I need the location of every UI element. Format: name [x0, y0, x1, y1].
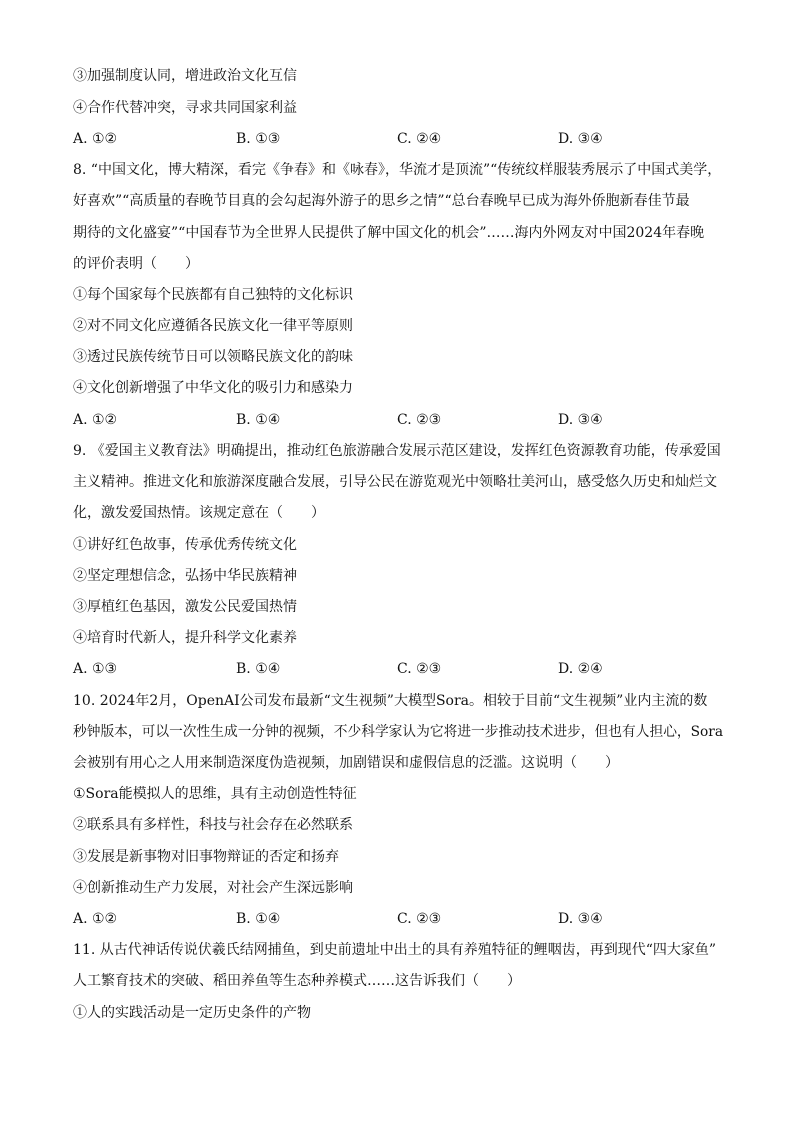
- q10-item-1: ①Sora能模拟人的思维，具有主动创造性特征: [73, 786, 357, 802]
- q9-option-a: A. ①③: [73, 661, 118, 677]
- q7-option-d: D. ③④: [558, 131, 603, 147]
- q10-stem-line-2: 秒钟版本，可以一次性生成一分钟的视频，不少科学家认为它将进一步推动技术进步，但也有人担心，Sora: [73, 724, 724, 740]
- q11-stem-line-2: 人工繁育技术的突破、稻田养鱼等生态种养模式……这告诉我们（ ）: [73, 973, 521, 989]
- q8-option-d: D. ③④: [558, 412, 603, 428]
- q9-stem-line-3: 化，激发爱国热情。该规定意在（ ）: [73, 505, 325, 521]
- q9-stem-line-2: 主义精神。推进文化和旅游深度融合发展，引导公民在游览观光中领略壮美河山，感受悠久历史和灿烂文: [73, 474, 717, 490]
- q10-item-2: ②联系具有多样性，科技与社会存在必然联系: [73, 817, 353, 833]
- q9-stem-line-1: 9. 《爱国主义教育法》明确提出，推动红色旅游融合发展示范区建设，发挥红色资源教育功能，传承爱国: [73, 443, 721, 459]
- q8-item-1: ①每个国家每个民族都有自己独特的文化标识: [73, 287, 353, 303]
- q10-options: [73, 910, 733, 928]
- q10-option-a: A. ①②: [73, 911, 118, 927]
- q10-option-d: D. ③④: [558, 911, 603, 927]
- q10-stem-line-1: 10. 2024年2月，OpenAI公司发布最新“文生视频”大模型Sora。相较于目前“文生视频”业内主流的数: [73, 693, 708, 709]
- q9-item-2: ②坚定理想信念，弘扬中华民族精神: [73, 568, 297, 584]
- q9-option-c: C. ②③: [397, 661, 442, 677]
- q10-item-4: ④创新推动生产力发展，对社会产生深远影响: [73, 880, 353, 896]
- q7-options: [73, 130, 733, 148]
- q7-item-3: ③加强制度认同，增进政治文化互信: [73, 68, 297, 84]
- q9-option-b: B. ①④: [236, 661, 281, 677]
- q8-option-a: A. ①②: [73, 412, 118, 428]
- q8-item-3: ③透过民族传统节日可以领略民族文化的韵味: [73, 349, 353, 365]
- q11-stem-line-1: 11. 从古代神话传说伏羲氏结网捕鱼，到史前遗址中出土的具有养殖特征的鲤咽齿，再到现代“四大家鱼”: [73, 942, 717, 958]
- q8-item-2: ②对不同文化应遵循各民族文化一律平等原则: [73, 318, 353, 334]
- q9-item-1: ①讲好红色故事，传承优秀传统文化: [73, 537, 297, 553]
- q9-option-d: D. ②④: [558, 661, 603, 677]
- q7-option-a: A. ①②: [73, 131, 118, 147]
- q7-item-4: ④合作代替冲突，寻求共同国家利益: [73, 100, 297, 116]
- q8-stem-line-4: 的评价表明（ ）: [73, 256, 199, 272]
- q9-options: [73, 660, 733, 678]
- q8-item-4: ④文化创新增强了中华文化的吸引力和感染力: [73, 380, 353, 396]
- q10-stem-line-3: 会被别有用心之人用来制造深度伪造视频，加剧错误和虚假信息的泛滥。这说明（ ）: [73, 755, 619, 771]
- q7-option-c: C. ②④: [397, 131, 442, 147]
- q10-option-c: C. ②③: [397, 911, 442, 927]
- q9-item-4: ④培育时代新人，提升科学文化素养: [73, 630, 297, 646]
- q9-item-3: ③厚植红色基因，激发公民爱国热情: [73, 599, 297, 615]
- q7-option-b: B. ①③: [236, 131, 281, 147]
- q10-option-b: B. ①④: [236, 911, 281, 927]
- q8-options: [73, 411, 733, 429]
- q8-stem-line-1: 8. “中国文化，博大精深，看完《争春》和《咏春》，华流才是顶流”“传统纹样服装秀展示了中国式美学，: [73, 162, 722, 178]
- q8-stem-line-2: 好喜欢”“高质量的春晚节目真的会勾起海外游子的思乡之情”“总台春晚早已成为海外侨胞新春佳节最: [73, 193, 690, 209]
- q8-option-b: B. ①④: [236, 412, 281, 428]
- q10-item-3: ③发展是新事物对旧事物辩证的否定和扬弃: [73, 849, 339, 865]
- q8-option-c: C. ②③: [397, 412, 442, 428]
- q8-stem-line-3: 期待的文化盛宴”“中国春节为全世界人民提供了解中国文化的机会”……海内外网友对中国2024年春晚: [73, 225, 705, 241]
- q11-item-1: ①人的实践活动是一定历史条件的产物: [73, 1005, 311, 1021]
